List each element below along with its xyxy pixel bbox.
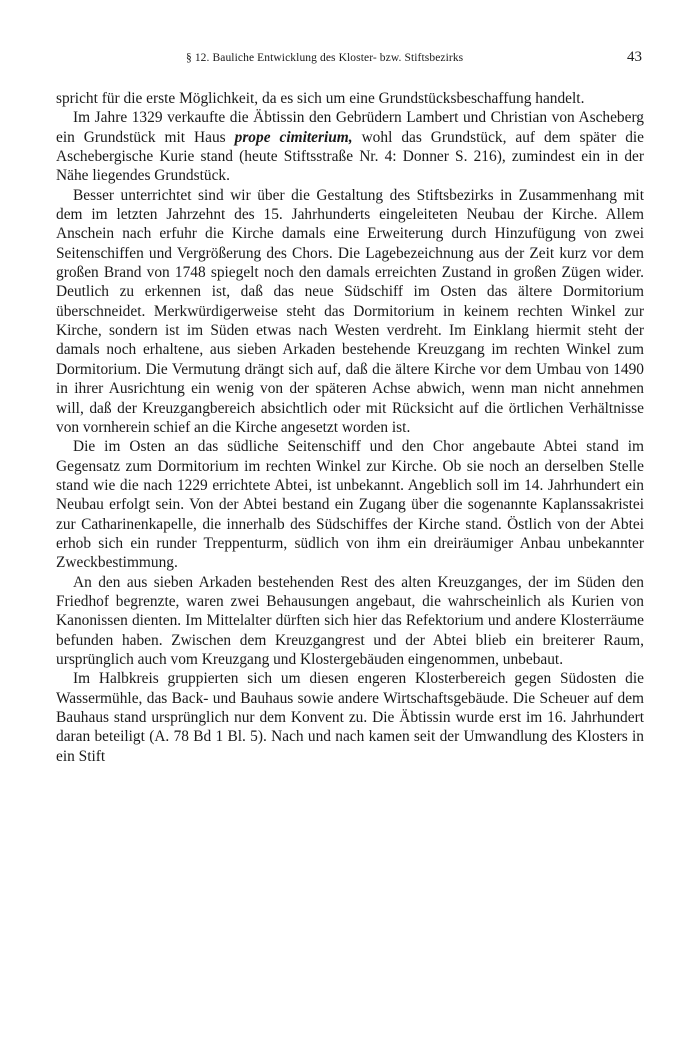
paragraph-1: spricht für die erste Möglichkeit, da es sich um eine Grundstücksbeschaffung handelt. bbox=[56, 90, 585, 107]
running-title: § 12. Bauliche Entwicklung des Kloster- bzw. Stiftsbezirks bbox=[186, 52, 464, 64]
paragraph-5: An den aus sieben Arkaden bestehenden Rest des alten Kreuzganges, der im Süden den Friedhof begrenzte, waren zwei Behausungen angebaut, die wahrscheinlich als Kurien von Kanonissen dienten. Im Mittelalter dürften sich hier das Refektorium und andere Klosterräume befunden haben. Zwischen dem Kreuzgangrest und der Abtei blieb ein breiterer Raum, ursprünglich auch vom Kreuzgang und Klostergebäuden eingenommen, unbebaut. bbox=[56, 573, 644, 668]
paragraph-4: Die im Osten an das südliche Seitenschiff und den Chor angebaute Abtei stand im Gegensatz zum Dormitorium im rechten Winkel zur Kirche. Ob sie noch an derselben Stelle stand wie die nach 1229 errichtete Abtei, ist unbekannt. Angeblich soll im 14. Jahrhundert ein Neubau erfolgt sein. Von der Abtei bestand ein Zugang über die sogenannte Kaplanssakristei zur Catharinenkapelle, die innerhalb des Südschiffes der Kirche stand. Östlich von der Abtei erhob sich ein runder Treppenturm, südlich von ihm ein dreiräumiger Anbau unbekannter Zweckbestimmung. bbox=[56, 438, 644, 572]
latin-phrase: prope cimiterium, bbox=[234, 128, 353, 146]
paragraph-3: Besser unterrichtet sind wir über die Gestaltung des Stiftsbezirks in Zusammenhang mit dem im letzten Jahrzehnt des 15. Jahrhunderts eingeleiteten Neubau der Kirche. Allem Anschein nach erfuhr die Kirche damals eine Erweiterung durch Hinzufügung von zwei Seitenschiffen und Vergrößerung des Chors. Die Lagebezeichnung aus der Zeit kurz vor dem großen Brand von 1748 spiegelt noch den damals erreichten Zustand in großen Zügen wider. Deutlich zu erkennen ist, daß das neue Südschiff im Osten das ältere Dormitorium überschneidet. Merkwürdigerweise steht das Dormitorium in keinem rechten Winkel zur Kirche, sondern ist im Süden etwas nach Westen verdreht. Im Einklang hiermit steht der damals noch erhaltene, aus sieben Arkaden bestehende Kreuzgang im rechten Winkel zum Dormitorium. Die Vermutung drängt sich auf, daß die ältere Kirche vor dem Umbau von 1490 in ihrer Ausrichtung ein wenig von der späteren Achse abwich, wenn man nicht annehmen will, daß der Kreuzgangbereich absichtlich oder mit Rücksicht auf die örtlichen Verhältnisse von vornherein schief an die Kirche angesetzt worden ist. bbox=[56, 186, 644, 436]
running-header bbox=[56, 40, 644, 74]
document-page bbox=[56, 40, 644, 766]
body-text bbox=[56, 89, 644, 766]
page-number: 43 bbox=[627, 49, 642, 65]
paragraph-2-text-before: Im Jahre 1329 verkaufte die Äbtissin den Gebrüdern Lambert und Christian von Ascheberg ein Grundstück mit Haus bbox=[56, 109, 644, 146]
paragraph-2 bbox=[56, 108, 644, 185]
paragraph-6: Im Halbkreis gruppierten sich um diesen engeren Klosterbereich gegen Südosten die Wassermühle, das Back- und Bauhaus sowie andere Wirtschaftsgebäude. Die Scheuer auf dem Bauhaus stand ursprünglich nur dem Konvent zu. Die Äbtissin wurde erst im 16. Jahrhundert daran beteiligt (A. 78 Bd 1 Bl. 5). Nach und nach kamen seit der Umwandlung des Klosters in ein Stift bbox=[56, 670, 644, 765]
paragraph-2-text-after: wohl das Grundstück, auf dem später die Aschebergische Kurie stand (heute Stiftsstraße Nr. 4: Donner S. 216), zumindest ein in der Nähe liegendes Grundstück. bbox=[56, 128, 644, 185]
